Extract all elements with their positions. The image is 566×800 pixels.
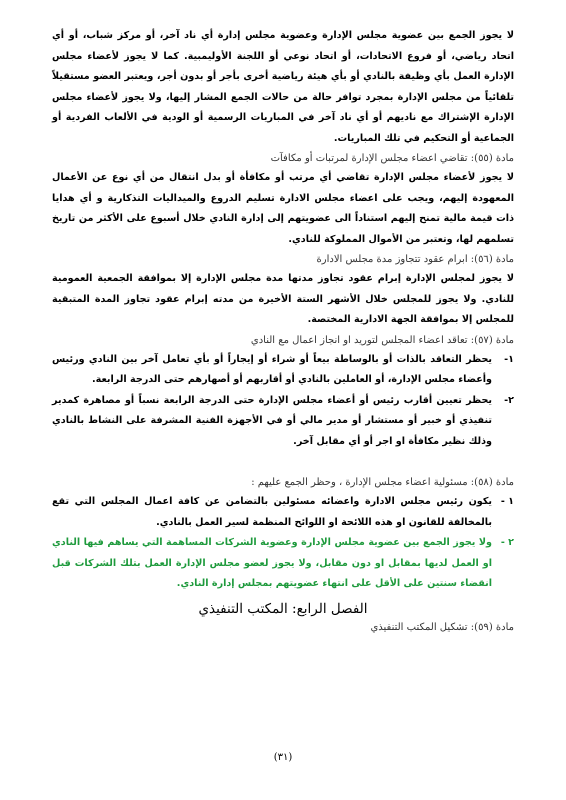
article-55-title: تقاضي اعضاء مجلس الإدارة لمرتبات أو مكافآت <box>270 153 468 164</box>
document-page <box>52 26 514 637</box>
list-marker: ٢- <box>504 394 514 406</box>
list-marker: ١ - <box>500 496 514 507</box>
spacer <box>52 452 514 473</box>
article-57-heading <box>52 332 514 350</box>
article-57-item-2 <box>52 391 514 453</box>
list-marker: ١- <box>504 353 514 365</box>
article-59-heading <box>52 619 514 637</box>
list-marker: ٢ - <box>500 537 514 548</box>
article-58-item-2 <box>52 533 514 595</box>
article-57-title: تعاقد اعضاء المجلس لتوريد او انجاز اعمال مع النادي <box>250 334 468 346</box>
article-56-title: ابرام عقود تتجاوز مدة مجلس الادارة <box>316 254 468 265</box>
article-58-item-1 <box>52 492 514 533</box>
article-58-label: مادة (٥٨): <box>470 477 514 488</box>
list-item-text: يكون رئيس مجلس الادارة واعضائه مسئولين بالتضامن عن كافة اعمال المجلس التي تقع بالمخالفة للقانون او هذه اللائحة او اللوائح المنظمة لسير العمل بالنادي. <box>52 496 492 528</box>
article-59-title: تشكيل المكتب التنفيذي <box>370 621 468 633</box>
page-number: (٣١) <box>273 752 293 763</box>
chapter-title: الفصل الرابع: المكتب التنفيذي <box>198 600 368 617</box>
article-55-label: مادة (٥٥): <box>470 153 514 164</box>
article-59-label: مادة (٥٩): <box>470 621 514 633</box>
article-56-label: مادة (٥٦): <box>470 254 514 265</box>
article-55-heading <box>52 150 514 168</box>
article-58-title: مسئولية اعضاء مجلس الإدارة ، وحظر الجمع عليهم : <box>251 477 468 488</box>
list-item-text: يحظر التعاقد بالذات أو بالوساطة بيعاً أو شراء أو إيجاراً أو بأي تعامل آخر بين النادي ورئيس وأعضاء مجلس الإدارة، أو العاملين بالنادي أو أقاربهم أو أصهارهم حتى الدرجة الرابعة. <box>52 353 492 385</box>
article-57-label: مادة (٥٧): <box>470 334 514 346</box>
intro-paragraph: لا يجوز الجمع بين عضوية مجلس الإدارة وعضوية مجلس إدارة أي ناد آخر، أو مركز شباب، أو أي اتحاد رياضي، أو فروع الاتحادات، أو اتحاد نوعي أو اللجنة الأوليمبية. كما لا يجوز لأعضاء مجلس الإدارة العمل بأي وظيفة بالنادي أو بأي هيئة رياضية أخرى بأجر أو بدون أجر، ويعتبر العضو مستقيلاً تلقائياً من مجلس الإدارة بمجرد توافر حالة من حالات الجمع المشار إليها، ولا يجوز لأعضاء مجلس الإدارة الإشتراك مع ناديهم أو أي ناد آخر في المباريات الرسمية أو الودية في الألعاب الفردية أو الجماعية أو التحكيم في تلك المباريات. <box>52 30 514 144</box>
list-item-text: يحظر تعيين أقارب رئيس أو أعضاء مجلس الإدارة حتى الدرجة الرابعة نسباً أو مصاهرة كمدير تنفيذي أو خبير أو مستشار أو مدير مالي أو في الأجهزة الفنية المشرفة على النشاط بالنادي وذلك نظير مكافأة او اجر أو أي مقابل آخر. <box>52 394 492 447</box>
article-56-heading <box>52 251 514 269</box>
article-57-item-1 <box>52 350 514 391</box>
list-item-text: ولا يجوز الجمع بين عضوية مجلس الإدارة وعضوية الشركات المساهمة التي يساهم فيها النادي او العمل لديها بمقابل او دون مقابل، ولا يجوز لعضو مجلس الإدارة العمل بتلك الشركات قبل انقضاء سنتين على الأقل على انتهاء عضويتهم بمجلس إدارة النادي. <box>52 537 492 589</box>
article-55-body: لا يجوز لأعضاء مجلس الإدارة تقاضي أي مرتب أو مكافأة أو بدل انتقال من أي نوع عن الأعمال المعهودة إليهم، ويجب على اعضاء مجلس الادارة تسليم الدروع والميداليات التذكارية و أي هدايا ذات قيمة مالية تمنح إليهم استناداً الى عضويتهم إلى إدارة النادي خلال أسبوع على الأكثر من تاريخ تسلمهم لها، وتعتبر من الأموال المملوكة للنادي. <box>52 172 514 245</box>
article-56-body: لا يجوز لمجلس الإدارة إبرام عقود تجاوز مدتها مدة مجلس الإدارة إلا بموافقة الجمعية العمومية للنادي. ولا يجوز للمجلس خلال الأشهر الستة الأخيرة من مدته إبرام عقود تجاوز المدة المتبقية للمجلس إلا بموافقة الجهة الادارية المختصة. <box>52 273 514 325</box>
article-58-heading <box>52 474 514 492</box>
